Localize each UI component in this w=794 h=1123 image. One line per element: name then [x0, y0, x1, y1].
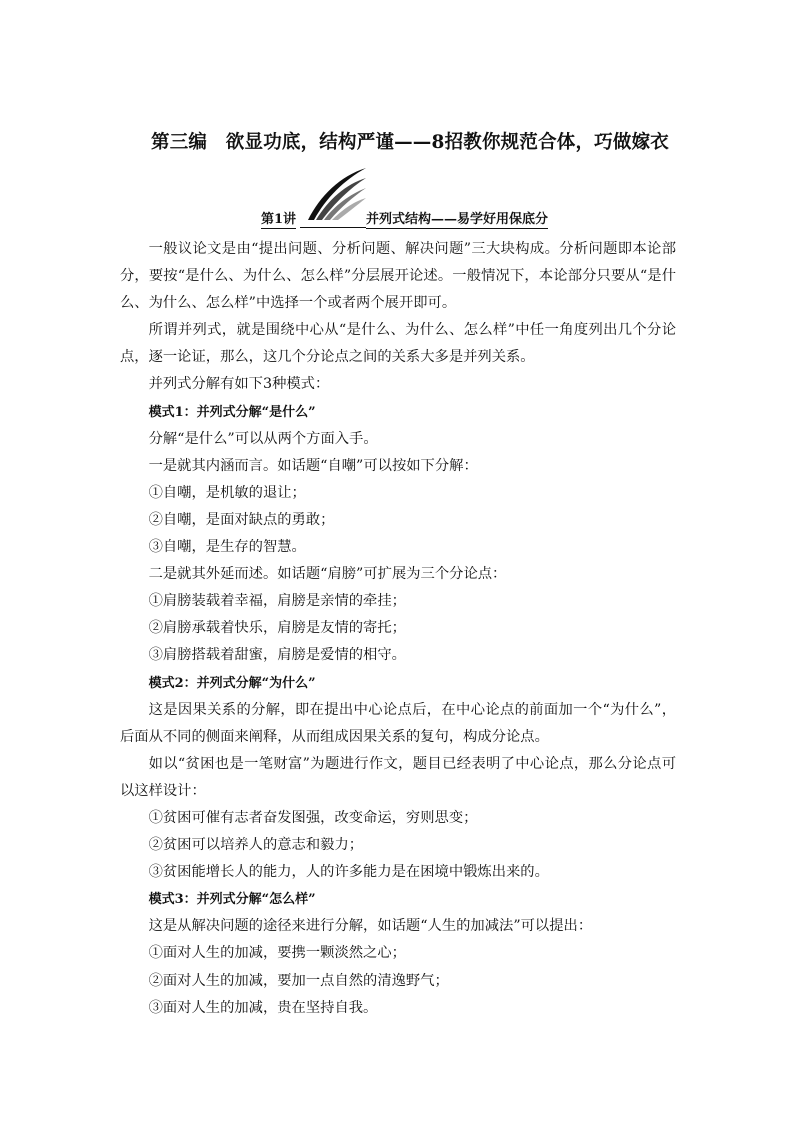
list-item: ③贫困能增长人的能力，人的许多能力是在困境中锻炼出来的。	[148, 864, 549, 881]
chapter-title: 第三编 欲显功底，结构严谨——8招教你规范合体，巧做嫁衣	[151, 132, 669, 153]
paragraph: 二是就其外延而述。如话题“肩膀”可扩展为三个分论点：	[148, 566, 507, 583]
list-item: ③自嘲，是生存的智慧。	[148, 539, 306, 556]
paragraph: 分解“是什么”可以从两个方面入手。	[148, 430, 378, 447]
list-item: ②自嘲，是面对缺点的勇敢；	[148, 511, 335, 528]
mode-1-heading: 模式1：并列式分解“是什么”	[148, 404, 316, 420]
lecture-subtitle: 并列式结构——易学好用保底分	[366, 212, 549, 227]
list-item: ①自嘲，是机敏的退让；	[148, 484, 306, 501]
paragraph: 这是因果关系的分解，即在提出中心论点后，在中心论点的前面加一个“为什么”，后面从不同的侧面来阐释，从而组成因果关系的复句，构成分论点。	[120, 701, 676, 745]
list-item: ②肩膀承载着快乐，肩膀是友情的寄托；	[148, 620, 406, 637]
list-item: ③面对人生的加减，贵在坚持自我。	[148, 999, 378, 1016]
swoosh-lines-icon	[306, 166, 368, 222]
paragraph: 这是从解决问题的途径来进行分解，如话题“人生的加减法”可以提出：	[148, 918, 593, 935]
paragraph: 一是就其内涵而言。如话题“自嘲”可以按如下分解：	[148, 457, 478, 474]
paragraph: 如以“贫困也是一笔财富”为题进行作文，题目已经表明了中心论点，那么分论点可以这样设计：	[120, 755, 676, 799]
mode-3-heading: 模式3：并列式分解“怎么样”	[148, 892, 316, 908]
lecture-underline	[300, 227, 366, 228]
article-body	[120, 236, 676, 1022]
list-item: ③肩膀搭载着甜蜜，肩膀是爱情的相守。	[148, 647, 406, 664]
list-item: ①面对人生的加减，要携一颗淡然之心；	[148, 945, 406, 962]
list-item: ①贫困可催有志者奋发图强，改变命运，穷则思变；	[148, 809, 478, 826]
list-item: ②面对人生的加减，要加一点自然的清逸野气；	[148, 972, 449, 989]
mode-2-heading: 模式2：并列式分解“为什么”	[148, 675, 316, 691]
modes-intro: 并列式分解有如下3种模式：	[148, 376, 330, 393]
list-item: ②贫困可以培养人的意志和毅力；	[148, 837, 364, 854]
lecture-number: 第1讲	[261, 212, 297, 227]
list-item: ①肩膀装载着幸福，肩膀是亲情的牵挂；	[148, 593, 406, 610]
definition-paragraph: 所谓并列式，就是围绕中心从“是什么、为什么、怎么样”中任一角度列出几个分论点，逐一论证，那么，这几个分论点之间的关系大多是并列关系。	[120, 322, 676, 366]
intro-paragraph: 一般议论文是由“提出问题、分析问题、解决问题”三大块构成。分析问题即本论部分，要按“是什么、为什么、怎么样”分层展开论述。一般情况下，本论部分只要从“是什么、为什么、怎么样”中选择一个或者两个展开即可。	[120, 241, 676, 312]
